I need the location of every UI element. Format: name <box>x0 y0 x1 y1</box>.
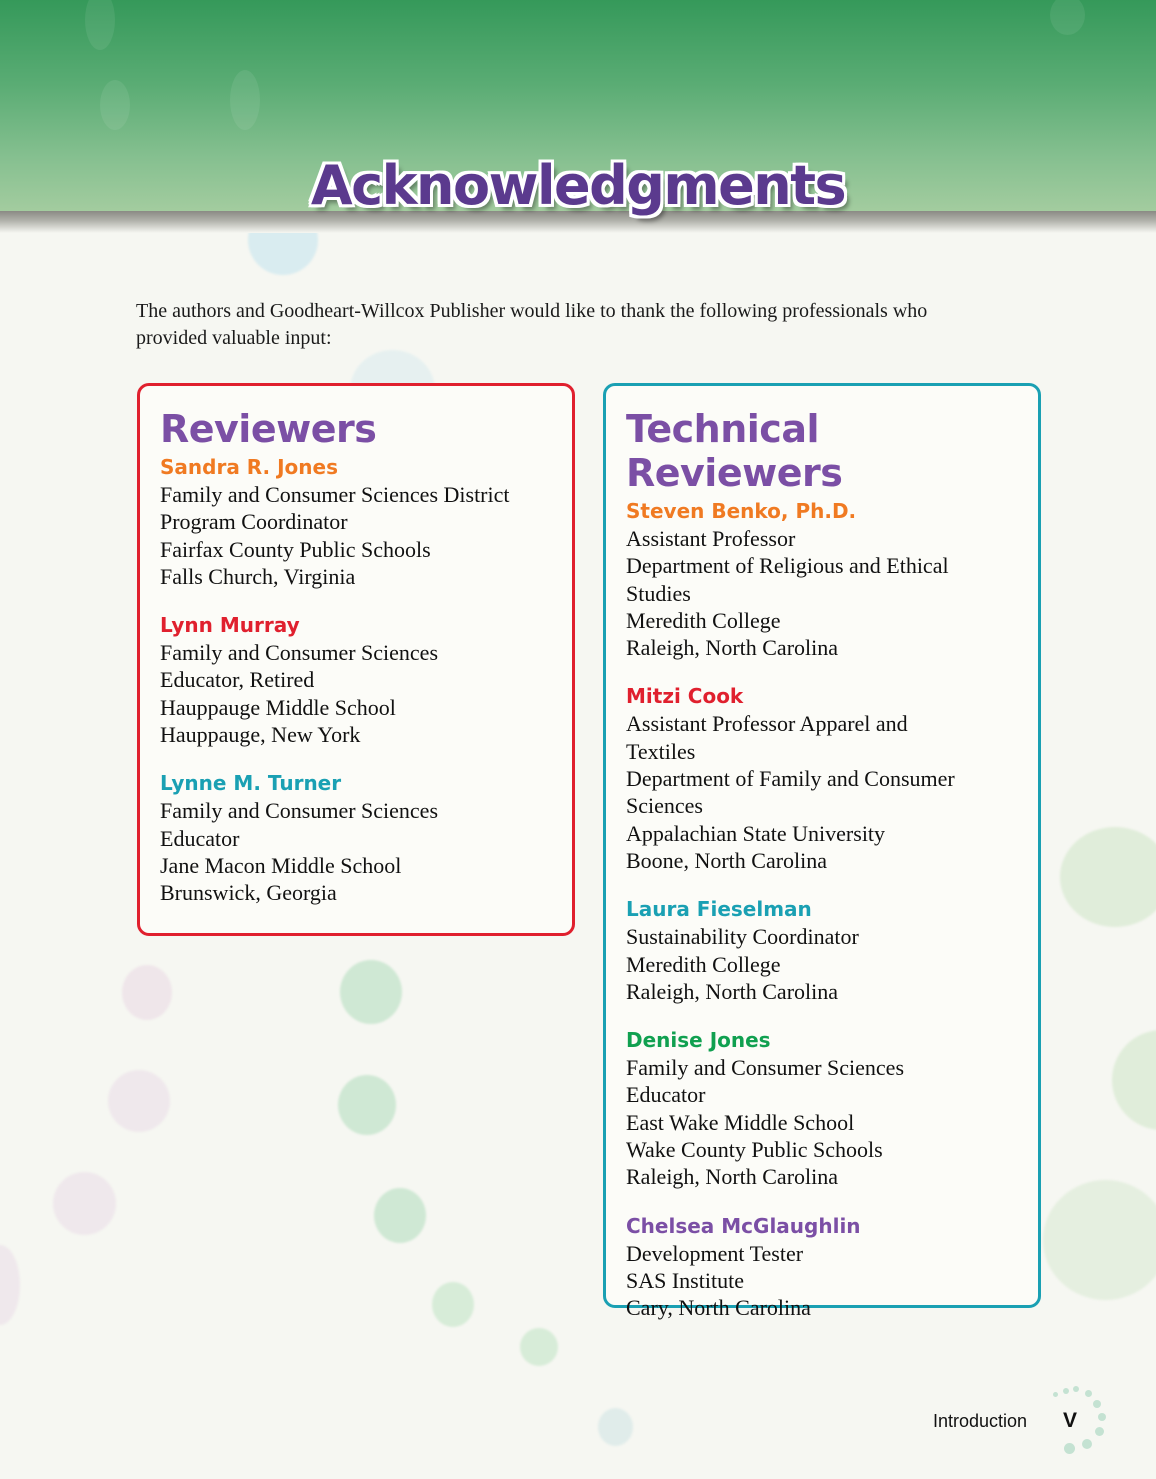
reviewer-detail-line: Cary, North Carolina <box>626 1295 811 1321</box>
acknowledgment-entry <box>626 1027 1028 1190</box>
background-bubble <box>338 1075 396 1135</box>
acknowledgment-entry <box>626 683 1028 874</box>
reviewer-name: Mitzi Cook <box>626 684 744 709</box>
acknowledgment-entry <box>626 896 1028 1005</box>
intro-text: The authors and Goodheart-Willcox Publisher would like to thank the following professionals who provided valuable input: <box>136 300 928 349</box>
reviewer-name: Chelsea McGlaughlin <box>626 1213 861 1238</box>
page-number: V <box>1063 1409 1078 1432</box>
technical-reviewers-title: Technical Reviewers <box>626 407 843 495</box>
background-bubble <box>1112 1030 1156 1130</box>
reviewer-detail-line: Family and Consumer Sciences <box>160 640 439 666</box>
reviewer-detail-line: Educator, Retired <box>160 667 315 693</box>
reviewer-detail-line: Hauppauge, New York <box>160 722 361 748</box>
reviewers-box <box>137 383 575 936</box>
reviewer-detail-line: Studies <box>626 580 691 606</box>
reviewer-detail-line: Family and Consumer Sciences District <box>160 482 510 507</box>
header-bubble <box>85 0 115 50</box>
reviewer-detail-line: Wake County Public Schools <box>626 1137 883 1163</box>
acknowledgment-entry <box>626 498 1028 661</box>
reviewer-detail-line: Fairfax County Public Schools <box>160 536 431 562</box>
reviewer-detail-line: Development Tester <box>626 1240 804 1266</box>
reviewer-detail-line: Assistant Professor <box>626 526 796 551</box>
reviewer-name: Laura Fieselman <box>626 897 812 922</box>
background-bubble <box>432 1282 474 1327</box>
reviewer-detail-line: Raleigh, North Carolina <box>626 1164 839 1190</box>
reviewer-detail-line: Appalachian State University <box>626 820 886 846</box>
acknowledgment-entry <box>160 770 562 906</box>
reviewer-name: Lynn Murray <box>160 613 300 638</box>
background-bubble <box>1043 1180 1156 1300</box>
reviewer-detail-line: Sciences <box>626 793 703 819</box>
reviewer-detail-line: Family and Consumer Sciences <box>160 798 439 824</box>
reviewer-detail-line: Department of Religious and Ethical <box>626 553 949 579</box>
technical-reviewers-box <box>603 383 1041 1321</box>
reviewer-detail-line: Assistant Professor Apparel and <box>626 711 908 737</box>
reviewer-name: Denise Jones <box>626 1028 771 1053</box>
acknowledgment-entry <box>626 1213 1028 1322</box>
reviewer-detail-line: Educator <box>626 1082 706 1108</box>
background-bubble <box>0 1245 20 1325</box>
reviewer-detail-line: Brunswick, Georgia <box>160 880 337 906</box>
reviewer-name: Sandra R. Jones <box>160 455 338 479</box>
background-bubble <box>598 1408 633 1446</box>
reviewer-detail-line: Textiles <box>626 738 696 764</box>
reviewers-title: Reviewers <box>160 407 377 451</box>
reviewer-detail-line: SAS Institute <box>626 1267 744 1293</box>
background-bubble <box>108 1070 170 1132</box>
acknowledgment-entry <box>160 612 562 748</box>
footer-section-label: Introduction <box>933 1411 1028 1431</box>
reviewers-list <box>160 454 562 907</box>
reviewer-detail-line: Meredith College <box>626 951 781 977</box>
reviewer-detail-line: East Wake Middle School <box>626 1109 855 1135</box>
header-bubble <box>230 70 260 130</box>
technical-reviewers-list <box>626 498 1028 1322</box>
reviewer-detail-line: Educator <box>160 825 240 851</box>
reviewer-detail-line: Meredith College <box>626 607 781 633</box>
header-bubble <box>1050 0 1085 35</box>
reviewer-detail-line: Raleigh, North Carolina <box>626 978 839 1004</box>
reviewer-detail-line: Program Coordinator <box>160 509 348 535</box>
header-bubble <box>100 80 130 130</box>
reviewer-detail-line: Raleigh, North Carolina <box>626 635 839 661</box>
background-bubble <box>340 960 402 1024</box>
background-bubble <box>53 1172 116 1235</box>
reviewer-detail-line: Jane Macon Middle School <box>160 852 402 878</box>
reviewer-detail-line: Hauppauge Middle School <box>160 694 396 720</box>
reviewer-detail-line: Falls Church, Virginia <box>160 563 356 589</box>
background-bubble <box>122 965 172 1020</box>
background-bubble <box>374 1188 426 1243</box>
acknowledgment-entry <box>160 454 562 590</box>
reviewer-name: Lynne M. Turner <box>160 771 342 796</box>
reviewer-detail-line: Sustainability Coordinator <box>626 924 859 950</box>
reviewer-detail-line: Boone, North Carolina <box>626 847 828 873</box>
background-bubble <box>520 1328 558 1366</box>
background-bubble <box>1060 827 1156 927</box>
reviewer-detail-line: Family and Consumer Sciences <box>626 1055 905 1081</box>
reviewer-detail-line: Department of Family and Consumer <box>626 766 955 792</box>
page-title: Acknowledgments <box>310 154 846 218</box>
reviewer-name: Steven Benko, Ph.D. <box>626 499 857 523</box>
